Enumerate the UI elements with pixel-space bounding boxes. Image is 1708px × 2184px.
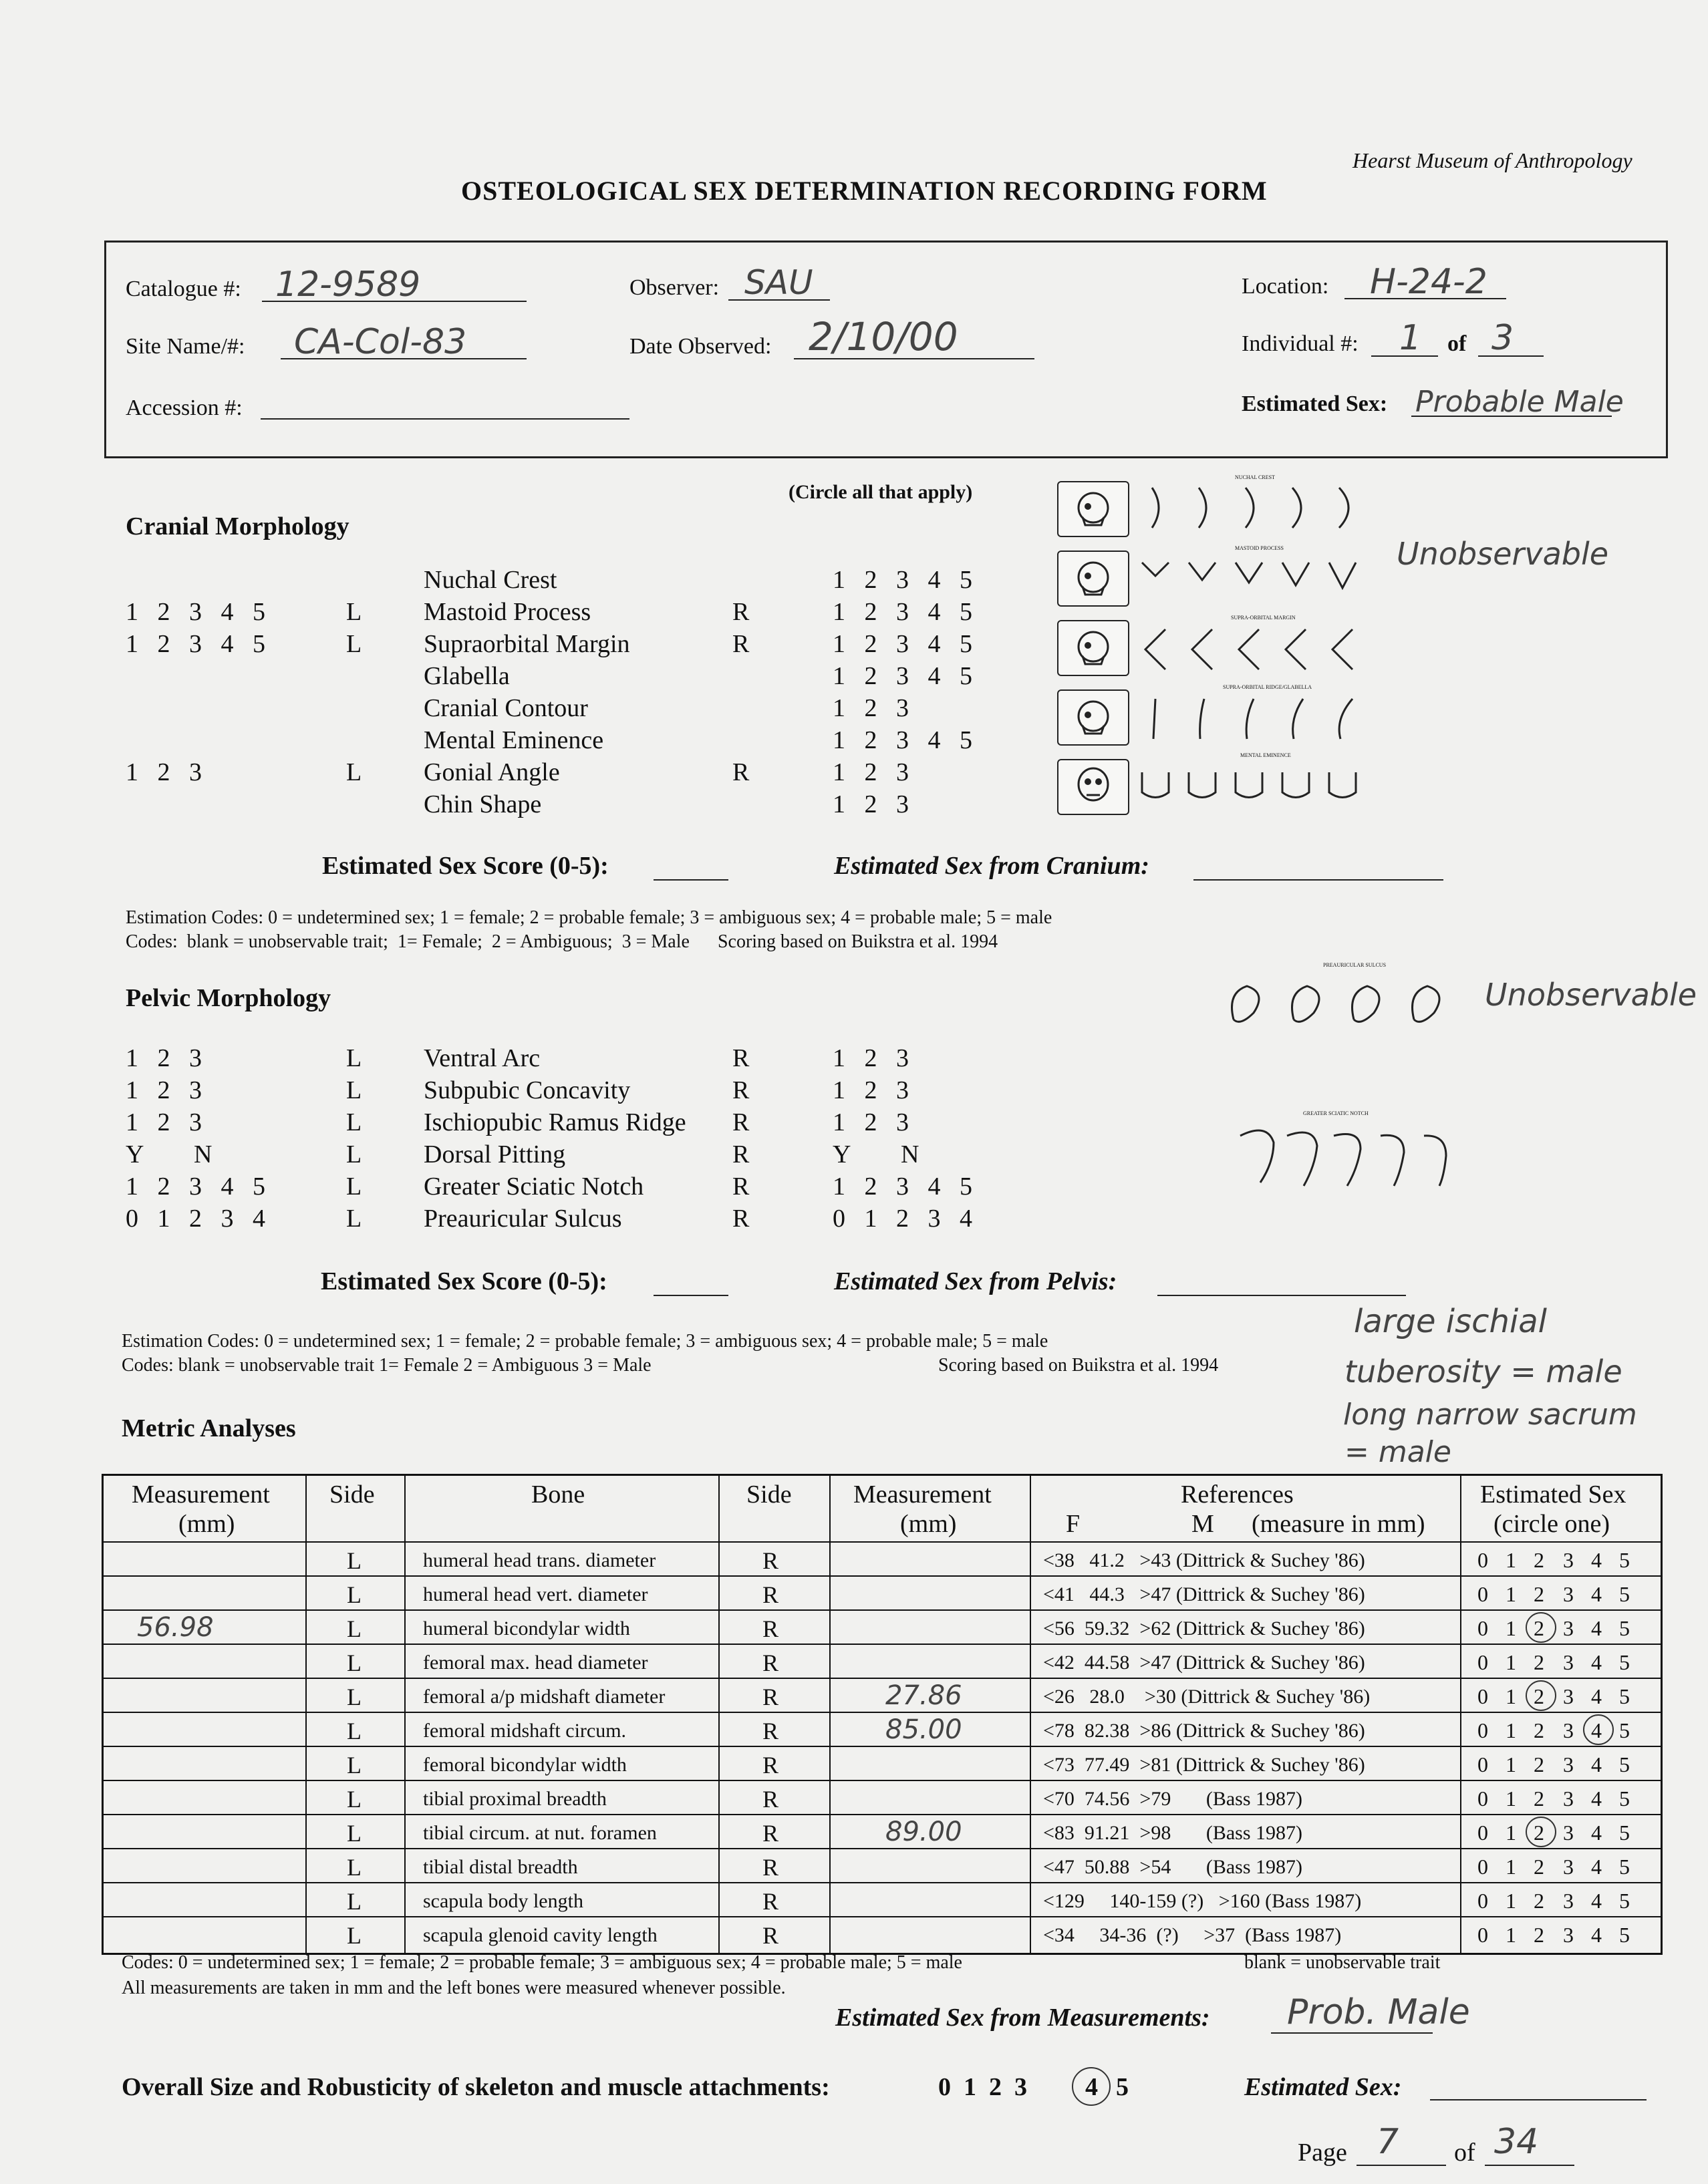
metric-scale-option[interactable]: 0 [1477,1821,1488,1845]
nuchal-crest-diagram [1139,481,1366,534]
page-label: Page [1298,2139,1347,2167]
metric-scale-option[interactable]: 0 [1477,1684,1488,1708]
metric-scale-option[interactable]: 3 [1563,1548,1574,1572]
trait-right-scale[interactable]: 1 2 3 [833,1108,909,1136]
preauricular-diagram [1220,973,1474,1040]
trait-name: Supraorbital Margin [424,630,630,658]
metric-sex-field[interactable]: Prob. Male [1287,1992,1470,2032]
trait-right-scale[interactable]: 1 2 3 4 5 [833,1173,972,1201]
metric-scale-option[interactable]: 1 [1506,1582,1516,1606]
trait-right-side: R [732,630,750,658]
metric-right-side: R [762,1718,779,1744]
trait-name: Mental Eminence [424,726,604,754]
metric-scale-option[interactable]: 4 [1591,1786,1602,1811]
trait-name: Gonial Angle [424,758,560,786]
metric-scale-option[interactable]: 1 [1506,1786,1516,1811]
skull-lateral-icon [1057,481,1129,537]
overall-circled-value[interactable]: 4 [1085,2073,1098,2101]
metric-scale-option[interactable]: 0 [1477,1650,1488,1674]
metric-scale-option[interactable]: 5 [1619,1684,1630,1708]
metric-scale-option[interactable]: 4 [1591,1855,1602,1879]
trait-name: Mastoid Process [424,598,591,626]
header-side-left: Side [329,1480,375,1509]
metric-scale-option[interactable]: 1 [1506,1650,1516,1674]
trait-left-side: L [346,1205,362,1233]
metric-scale-option[interactable]: 1 [1506,1855,1516,1879]
metric-right-side: R [762,1547,779,1574]
pelvic-sex-label: Estimated Sex from Pelvis: [834,1267,1117,1295]
metric-scale-option[interactable]: 5 [1619,1718,1630,1742]
metric-reference: <83 91.21 >98 (Bass 1987) [1043,1822,1302,1844]
metric-left-side: L [347,1922,362,1949]
metric-scale-option[interactable]: 2 [1534,1548,1544,1572]
metric-scale-option[interactable]: 5 [1619,1650,1630,1674]
metric-scale-option[interactable]: 3 [1563,1718,1574,1742]
metric-scale-option[interactable]: 1 [1506,1889,1516,1913]
trait-name: Chin Shape [424,790,542,818]
header-ref-unit: (measure in mm) [1252,1510,1425,1538]
nuchal-crest-caption: NUCHAL CREST [1235,474,1275,480]
pelvic-codes-1: Estimation Codes: 0 = undetermined sex; 1 = female; 2 = probable female; 3 = ambiguous sex; 4 = probable male; 5 = male [122,1331,1048,1352]
pelvic-note-2: tuberosity = male [1344,1354,1622,1390]
metric-bone-name: femoral midshaft circum. [423,1720,627,1742]
trait-left-scale[interactable]: 1 2 3 [126,758,202,786]
metric-right-measurement[interactable]: 27.86 [885,1680,962,1711]
metric-reference: <56 59.32 >62 (Dittrick & Suchey '86) [1043,1617,1365,1640]
trait-name: Cranial Contour [424,694,588,722]
metric-right-side: R [762,1820,779,1847]
pelvic-codes-2a: Codes: blank = unobservable trait 1= Female 2 = Ambiguous 3 = Male [122,1355,652,1376]
metric-left-measurement[interactable]: 56.98 [137,1612,214,1643]
metric-left-side: L [347,1888,362,1915]
mental-eminence-diagram [1139,766,1366,806]
metric-reference: <47 50.88 >54 (Bass 1987) [1043,1856,1302,1878]
sciatic-notch-diagram [1234,1122,1461,1196]
metric-scale-option[interactable]: 5 [1619,1923,1630,1947]
individual-of-label: of [1447,331,1467,356]
metric-scale-option[interactable]: 1 [1506,1616,1516,1640]
trait-left-side: L [346,1173,362,1201]
metric-scale-option[interactable]: 4 [1591,1684,1602,1708]
header-mm-left: (mm) [178,1510,235,1538]
metric-left-side: L [347,1615,362,1642]
trait-left-scale[interactable]: 1 2 3 [126,1076,202,1104]
trait-left-side: L [346,1140,362,1168]
trait-right-scale[interactable]: 1 2 3 [833,758,909,786]
mastoid-caption: MASTOID PROCESS [1235,545,1284,551]
trait-right-side: R [732,598,750,626]
metric-row [104,1780,1661,1814]
metric-scale-option[interactable]: 4 [1591,1923,1602,1947]
metric-bone-name: femoral max. head diameter [423,1652,648,1674]
metric-scale-option[interactable]: 4 [1591,1548,1602,1572]
header-ref-f: F [1066,1510,1081,1538]
trait-left-side: L [346,630,362,658]
metric-bone-name: tibial circum. at nut. foramen [423,1822,657,1844]
metric-scale-option[interactable]: 5 [1619,1889,1630,1913]
overall-label: Overall Size and Robusticity of skeleton and muscle attachments: [122,2073,830,2101]
metric-scale-option[interactable]: 2 [1534,1855,1544,1879]
metric-scale-option[interactable]: 1 [1506,1752,1516,1776]
metric-bone-name: tibial distal breadth [423,1856,578,1878]
trait-right-side: R [732,758,750,786]
metric-reference: <73 77.49 >81 (Dittrick & Suchey '86) [1043,1754,1365,1776]
trait-name: Ventral Arc [424,1044,541,1072]
metric-scale-option[interactable]: 4 [1591,1650,1602,1674]
metric-scale-option[interactable]: 3 [1563,1684,1574,1708]
cranial-score-label: Estimated Sex Score (0-5): [322,852,609,880]
header-ref-m: M [1191,1510,1214,1538]
metric-scale-option[interactable]: 2 [1534,1821,1544,1845]
observer-field[interactable]: SAU [744,263,813,302]
metric-circle-mark [1526,1680,1556,1711]
metric-scale-option[interactable]: 0 [1477,1548,1488,1572]
metric-right-measurement[interactable]: 85.00 [885,1714,962,1745]
trait-right-side: R [732,1044,750,1072]
metric-scale-option[interactable]: 2 [1534,1582,1544,1606]
metric-right-side: R [762,1786,779,1813]
trait-right-side: R [732,1173,750,1201]
trait-left-scale[interactable]: 1 2 3 4 5 [126,598,265,626]
observer-label: Observer: [629,275,720,300]
trait-left-scale[interactable]: 1 2 3 [126,1044,202,1072]
overall-scale[interactable]: 0 1 2 3 [938,2073,1027,2101]
metric-scale-option[interactable]: 0 [1477,1616,1488,1640]
cranial-traits [0,565,1069,832]
metric-scale-option[interactable]: 5 [1619,1855,1630,1879]
metric-left-side: L [347,1786,362,1813]
glabella-caption: SUPRA-ORBITAL RIDGE/GLABELLA [1223,684,1312,690]
metric-scale-option[interactable]: 4 [1591,1718,1602,1742]
metric-scale-option[interactable]: 4 [1591,1752,1602,1776]
metric-scale-option[interactable]: 2 [1534,1752,1544,1776]
metric-scale-option[interactable]: 5 [1619,1821,1630,1845]
individual-field[interactable]: 1 [1399,318,1422,358]
metric-scale-option[interactable]: 2 [1534,1718,1544,1742]
trait-name: Glabella [424,662,510,690]
cranial-sex-label: Estimated Sex from Cranium: [834,852,1149,880]
metric-right-side: R [762,1581,779,1608]
metric-scale-option[interactable]: 1 [1506,1548,1516,1572]
trait-right-scale[interactable]: 1 2 3 [833,790,909,818]
pelvic-unobservable-note: Unobservable [1485,977,1697,1013]
metric-left-side: L [347,1684,362,1710]
metric-table [102,1474,1663,1955]
metric-scale-option[interactable]: 1 [1506,1923,1516,1947]
metric-scale-option[interactable]: 2 [1534,1616,1544,1640]
individual-label: Individual #: [1242,331,1359,356]
header-measurement-left: Measurement [132,1480,270,1509]
metric-row [104,1882,1661,1916]
page-total-field[interactable]: 34 [1494,2122,1539,2162]
sciatic-caption: GREATER SCIATIC NOTCH [1303,1110,1369,1116]
trait-left-side: L [346,758,362,786]
trait-name: Dorsal Pitting [424,1140,566,1168]
metric-scale-option[interactable]: 3 [1563,1752,1574,1776]
metric-scale-option[interactable]: 1 [1506,1684,1516,1708]
metric-row [104,1916,1661,1950]
metric-scale-option[interactable]: 3 [1563,1650,1574,1674]
metric-scale-option[interactable]: 2 [1534,1786,1544,1811]
metric-circle-mark [1583,1714,1614,1745]
metric-row [104,1541,1661,1575]
metric-row [104,1678,1661,1712]
metric-row [104,1848,1661,1882]
pelvic-note-4: = male [1344,1435,1451,1469]
header-bone: Bone [531,1480,585,1509]
metric-scale-option[interactable]: 1 [1506,1821,1516,1845]
metric-scale-option[interactable]: 2 [1534,1684,1544,1708]
trait-right-side: R [732,1108,750,1136]
metric-scale-option[interactable]: 0 [1477,1923,1488,1947]
trait-left-scale[interactable]: 1 2 3 [126,1108,202,1136]
metric-bone-name: humeral head vert. diameter [423,1583,648,1605]
trait-left-side: L [346,598,362,626]
trait-name: Preauricular Sulcus [424,1205,622,1233]
pelvic-note-1: large ischial [1354,1303,1547,1340]
metric-scale-option[interactable]: 5 [1619,1786,1630,1811]
trait-left-scale[interactable]: 1 2 3 4 5 [126,630,265,658]
cranial-sex-field[interactable] [1193,879,1443,881]
metric-row [104,1644,1661,1678]
metric-reference: <42 44.58 >47 (Dittrick & Suchey '86) [1043,1652,1365,1674]
metric-reference: <70 74.56 >79 (Bass 1987) [1043,1788,1302,1810]
pelvic-traits [0,1044,1069,1244]
overall-scale-last[interactable]: 5 [1116,2073,1129,2101]
metric-scale-option[interactable]: 5 [1619,1752,1630,1776]
individual-total-field[interactable]: 3 [1491,318,1514,358]
metric-reference: <26 28.0 >30 (Dittrick & Suchey '86) [1043,1686,1371,1708]
site-label: Site Name/#: [126,334,245,359]
metric-right-side: R [762,1922,779,1949]
metric-scale-option[interactable]: 2 [1534,1923,1544,1947]
estimated-sex-field[interactable]: Probable Male [1415,385,1624,419]
metric-bone-name: tibial proximal breadth [423,1788,607,1810]
metric-bone-name: humeral bicondylar width [423,1617,630,1640]
metric-scale-option[interactable]: 3 [1563,1786,1574,1811]
metric-left-side: L [347,1820,362,1847]
metric-left-side: L [347,1547,362,1574]
trait-right-scale[interactable]: 1 2 3 4 5 [833,726,972,754]
trait-name: Nuchal Crest [424,566,557,594]
metric-right-side: R [762,1888,779,1915]
pelvic-note-3: long narrow sacrum [1343,1398,1637,1432]
metric-scale-option[interactable]: 3 [1563,1616,1574,1640]
trait-right-scale[interactable]: 1 2 3 [833,1076,909,1104]
metric-reference: <38 41.2 >43 (Dittrick & Suchey '86) [1043,1549,1365,1571]
metric-reference: <41 44.3 >47 (Dittrick & Suchey '86) [1043,1583,1365,1605]
trait-right-scale[interactable]: 0 1 2 3 4 [833,1205,972,1233]
skull-frontal-icon [1057,759,1129,815]
metric-scale-option[interactable]: 3 [1563,1889,1574,1913]
metric-row [104,1746,1661,1780]
trait-right-scale[interactable]: 1 2 3 4 5 [833,630,972,658]
trait-name: Ischiopubic Ramus Ridge [424,1108,686,1136]
cranial-codes-2: Codes: blank = unobservable trait; 1= Female; 2 = Ambiguous; 3 = Male Scoring based on Buikstra et al. 1994 [126,931,998,952]
metric-scale-option[interactable]: 2 [1534,1889,1544,1913]
header-mm-right: (mm) [900,1510,957,1538]
metric-bone-name: scapula glenoid cavity length [423,1924,658,1946]
pelvic-heading: Pelvic Morphology [126,984,331,1012]
metric-header [104,1476,1661,1541]
cranial-diagrams [1056,474,1390,835]
metric-scale-option[interactable]: 4 [1591,1582,1602,1606]
trait-right-scale[interactable]: 1 2 3 [833,694,909,722]
skull-mastoid-icon [1057,551,1129,607]
metric-reference: <78 82.38 >86 (Dittrick & Suchey '86) [1043,1720,1365,1742]
metric-left-side: L [347,1581,362,1608]
form-title: OSTEOLOGICAL SEX DETERMINATION RECORDING FORM [461,176,1268,206]
metric-scale-option[interactable]: 3 [1563,1923,1574,1947]
header-side-right: Side [746,1480,792,1509]
overall-circle-mark [1072,2067,1111,2106]
catalogue-label: Catalogue #: [126,277,241,301]
metric-scale-option[interactable]: 5 [1619,1616,1630,1640]
metric-row [104,1712,1661,1746]
mastoid-diagram [1139,556,1366,596]
metric-codes-blank: blank = unobservable trait [1244,1952,1441,1973]
supraorbital-caption: SUPRA-ORBITAL MARGIN [1231,615,1296,621]
metric-right-measurement[interactable]: 89.00 [885,1817,962,1847]
metric-scale-option[interactable]: 0 [1477,1718,1488,1742]
preauricular-caption: PREAURICULAR SULCUS [1323,962,1387,968]
metric-scale-option[interactable]: 5 [1619,1548,1630,1572]
metric-reference: <129 140-159 (?) >160 (Bass 1987) [1043,1890,1362,1912]
cranial-unobservable-note: Unobservable [1397,536,1609,572]
header-references: References [1181,1480,1294,1509]
pelvic-sex-field[interactable] [1157,1295,1406,1296]
cranial-codes-1: Estimation Codes: 0 = undetermined sex; 1 = female; 2 = probable female; 3 = ambiguous sex; 4 = probable male; 5 = male [126,907,1052,928]
trait-left-scale[interactable]: 1 2 3 4 5 [126,1173,265,1201]
page-number-field[interactable]: 7 [1377,2122,1399,2162]
trait-left-side: L [346,1044,362,1072]
metric-scale-option[interactable]: 0 [1477,1582,1488,1606]
header-estimated-sex: Estimated Sex [1480,1480,1626,1509]
metric-scale-option[interactable]: 5 [1619,1582,1630,1606]
trait-left-side: L [346,1076,362,1104]
metric-scale-option[interactable]: 3 [1563,1855,1574,1879]
metric-scale-option[interactable]: 4 [1591,1616,1602,1640]
metric-codes-2: All measurements are taken in mm and the left bones were measured whenever possible. [122,1978,786,1998]
metric-bone-name: humeral head trans. diameter [423,1549,656,1571]
metric-heading: Metric Analyses [122,1414,296,1442]
supraorbital-diagram [1139,623,1366,676]
trait-left-scale[interactable]: 0 1 2 3 4 [126,1205,265,1233]
estimated-sex-label: Estimated Sex: [1242,392,1388,416]
metric-circle-mark [1526,1612,1556,1643]
metric-reference: <34 34-36 (?) >37 (Bass 1987) [1043,1924,1342,1946]
trait-right-scale[interactable]: Y N [833,1140,919,1168]
metric-left-side: L [347,1650,362,1676]
metric-left-side: L [347,1752,362,1778]
trait-left-side: L [346,1108,362,1136]
metric-bone-name: femoral bicondylar width [423,1754,627,1776]
metric-scale-option[interactable]: 1 [1506,1718,1516,1742]
metric-scale-option[interactable]: 0 [1477,1786,1488,1811]
metric-right-side: R [762,1615,779,1642]
location-field[interactable]: H-24-2 [1370,262,1487,302]
catalogue-field[interactable]: 12-9589 [275,265,421,305]
metric-scale-option[interactable]: 4 [1591,1889,1602,1913]
metric-right-side: R [762,1854,779,1881]
skull-glabella-icon [1057,689,1129,746]
metric-scale-option[interactable]: 0 [1477,1752,1488,1776]
location-label: Location: [1242,274,1329,299]
trait-right-scale[interactable]: 1 2 3 [833,1044,909,1072]
trait-name: Greater Sciatic Notch [424,1173,644,1201]
date-label: Date Observed: [629,334,772,359]
trait-right-scale[interactable]: 1 2 3 4 5 [833,598,972,626]
metric-row [104,1575,1661,1609]
metric-scale-option[interactable]: 3 [1563,1582,1574,1606]
trait-right-side: R [732,1205,750,1233]
date-field[interactable]: 2/10/00 [809,314,958,359]
site-field[interactable]: CA-Col-83 [294,322,467,362]
pelvic-score-label: Estimated Sex Score (0-5): [321,1267,607,1295]
trait-name: Subpubic Concavity [424,1076,631,1104]
glabella-diagram [1139,692,1366,746]
metric-bone-name: femoral a/p midshaft diameter [423,1686,666,1708]
overall-sex-field[interactable] [1430,2099,1647,2100]
trait-left-scale[interactable]: Y N [126,1140,212,1168]
metric-bone-name: scapula body length [423,1890,583,1912]
cranial-heading: Cranial Morphology [126,512,349,540]
metric-scale-option[interactable]: 0 [1477,1855,1488,1879]
mental-eminence-caption: MENTAL EMINENCE [1240,752,1291,758]
overall-sex-label: Estimated Sex: [1244,2073,1402,2101]
trait-right-scale[interactable]: 1 2 3 4 5 [833,662,972,690]
metric-codes-1: Codes: 0 = undetermined sex; 1 = female; 2 = probable female; 3 = ambiguous sex; 4 = probable male; 5 = male [122,1952,962,1973]
metric-scale-option[interactable]: 2 [1534,1650,1544,1674]
museum-name: Hearst Museum of Anthropology [1353,148,1632,172]
metric-circle-mark [1526,1817,1556,1847]
skull-supraorbital-icon [1057,620,1129,676]
metric-left-side: L [347,1854,362,1881]
header-measurement-right: Measurement [853,1480,992,1509]
trait-right-scale[interactable]: 1 2 3 4 5 [833,566,972,594]
metric-left-side: L [347,1718,362,1744]
trait-right-side: R [732,1076,750,1104]
metric-scale-option[interactable]: 0 [1477,1889,1488,1913]
metric-right-side: R [762,1650,779,1676]
metric-row [104,1609,1661,1644]
metric-right-side: R [762,1684,779,1710]
accession-label: Accession #: [126,396,243,420]
metric-right-side: R [762,1752,779,1778]
header-circle-one: (circle one) [1493,1510,1610,1538]
metric-row [104,1814,1661,1848]
circle-all-note: (Circle all that apply) [789,481,973,503]
metric-scale-option[interactable]: 4 [1591,1821,1602,1845]
pelvic-codes-2b: Scoring based on Buikstra et al. 1994 [938,1355,1219,1376]
trait-right-side: R [732,1140,750,1168]
page-of-label: of [1454,2139,1475,2167]
metric-scale-option[interactable]: 3 [1563,1821,1574,1845]
metric-sex-label: Estimated Sex from Measurements: [835,2004,1210,2032]
